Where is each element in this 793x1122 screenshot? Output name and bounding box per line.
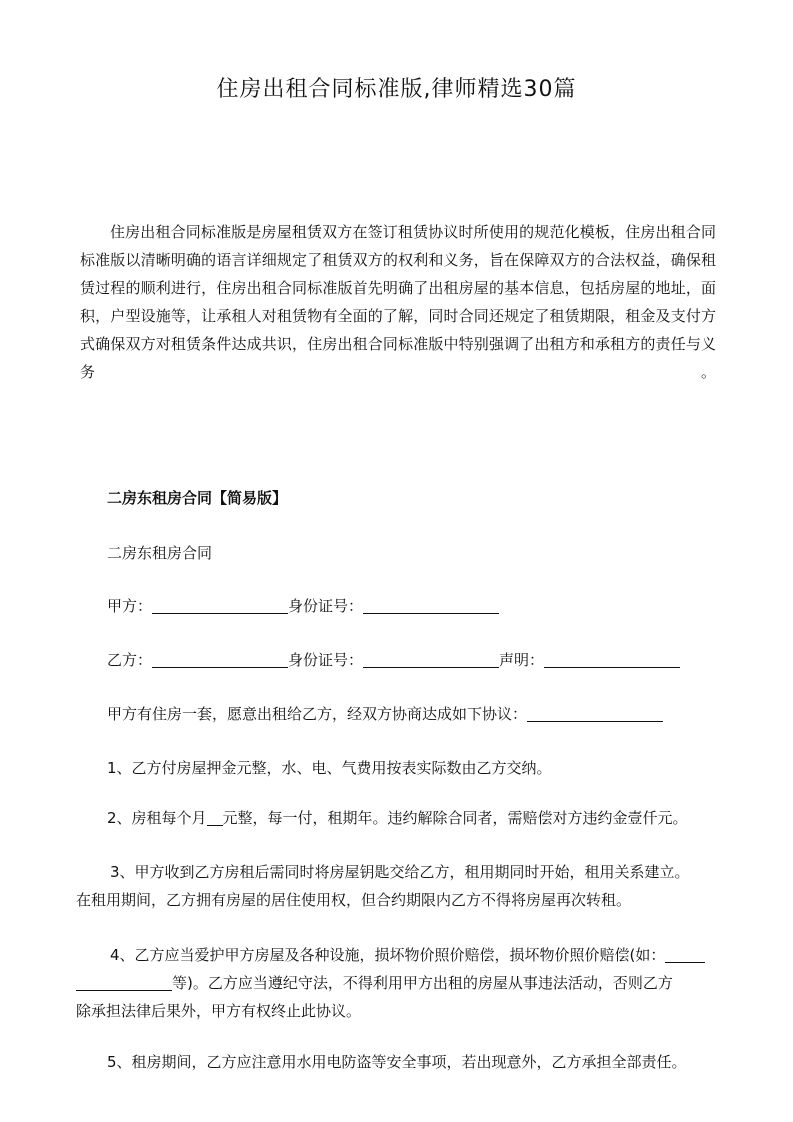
clause-4-line-3: 除承担法律后果外，甲方有权终止此协议。 (76, 1002, 362, 1020)
clause-2-part-a: 2、房租每个月 (107, 809, 207, 827)
document-title: 住房出租合同标准版,律师精选30篇 (216, 77, 577, 102)
clause-4-blank-b (76, 974, 172, 991)
clause-3 (76, 858, 718, 914)
clause-2-part-b: 元整，每一付，租期年。违约解除合同者，需赔偿对方违约金壹仟元。 (222, 809, 688, 827)
clause-4-line-1 (76, 941, 718, 969)
party-a-blank (152, 597, 288, 614)
clause-1: 1、乙方付房屋押金元整，水、电、气费用按表实际数由乙方交纳。 (107, 759, 552, 777)
clause-4 (76, 941, 718, 1025)
clause-5: 5、租房期间，乙方应注意用水用电防盗等安全事项，若出现意外，乙方承担全部责任。 (107, 1053, 687, 1071)
agreement-intro-line (107, 700, 663, 728)
clause-4-part-a: 4、乙方应当爱护甲方房屋及各种设施，损坏物价照价赔偿，损坏物价照价赔偿(如： (110, 946, 666, 964)
party-b-id-blank (363, 651, 499, 668)
statement-blank (544, 651, 680, 668)
contract-heading: 二房东租房合同【简易版】 (107, 489, 288, 507)
clause-3-line-1: 3、甲方收到乙方房租后需同时将房屋钥匙交给乙方，租用期同时开始，租用关系建立。 (110, 863, 690, 881)
party-a-line (107, 592, 499, 620)
clause-2 (107, 804, 688, 832)
party-a-id-blank (363, 597, 499, 614)
party-a-id-label: 身份证号： (288, 597, 364, 615)
party-b-line (107, 646, 680, 674)
party-b-label: 乙方： (107, 651, 153, 669)
statement-label: 声明： (499, 651, 545, 669)
intro-text: 住房出租合同标准版是房屋租赁双方在签订租赁协议时所使用的规范化模板，住房出租合同标准版以清晰明确的语言详细规定了租赁双方的权利和义务，旨在保障双方的合法权益，确保租赁过程的顺利进行，住房出租合同标准版首先明确了出租房屋的基本信息，包括房屋的地址，面积，户型设施等，让承租人对租赁物有全面的了解，同时合同还规定了租赁期限，租金及支付方式确保双方对租赁条件达成共识，住房出租合同标准版中特别强调了出租方和承租方的责任与义务。 (80, 223, 716, 381)
agreement-intro: 甲方有住房一套，愿意出租给乙方，经双方协商达成如下协议： (107, 705, 528, 723)
agreement-blank (527, 705, 663, 722)
clause-4-line-2 (76, 969, 718, 997)
party-a-label: 甲方： (107, 597, 153, 615)
party-b-blank (152, 651, 288, 668)
clause-2-rent-blank (207, 809, 223, 826)
clause-3-line-2: 在租用期间，乙方拥有房屋的居住使用权，但合约期限内乙方不得将房屋再次转租。 (76, 891, 632, 909)
clause-4-part-b: 等)。乙方应当遵纪守法，不得利用甲方出租的房屋从事违法活动，否则乙方 (172, 974, 673, 992)
intro-paragraph (80, 218, 716, 386)
party-b-id-label: 身份证号： (288, 651, 364, 669)
clause-4-blank-a (665, 946, 705, 963)
contract-subtitle: 二房东租房合同 (107, 544, 213, 562)
